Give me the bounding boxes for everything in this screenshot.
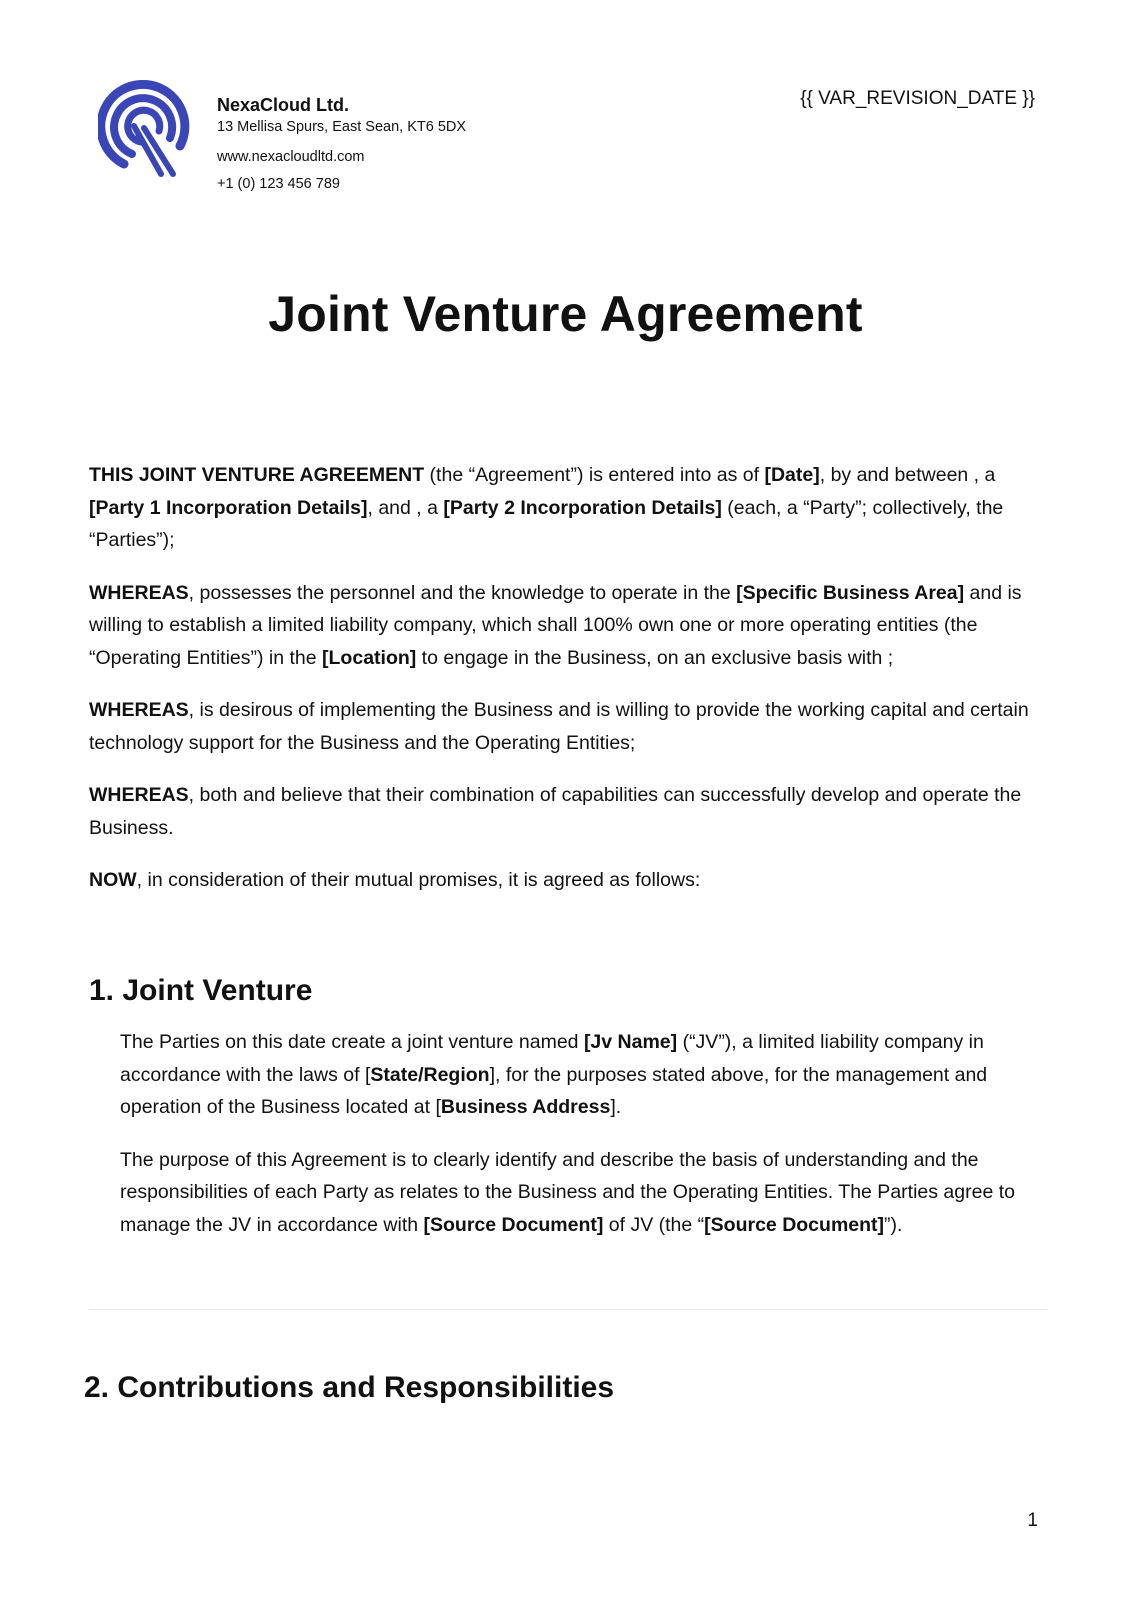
party1-placeholder: [Party 1 Incorporation Details] [89, 496, 368, 519]
revision-date: {{ VAR_REVISION_DATE }} [800, 88, 1035, 109]
section1-text: ], for the purposes stated above, for the management and operation of the Business located at [ [120, 1063, 988, 1118]
whereas-paragraph-2 [89, 694, 1047, 759]
whereas-lead: WHEREAS [89, 581, 189, 604]
jv-name-placeholder: [Jv Name] [583, 1031, 678, 1053]
source-document-placeholder: [Source Document] [423, 1213, 604, 1236]
company-info [217, 94, 466, 193]
now-lead: NOW [89, 869, 137, 891]
date-placeholder: [Date] [764, 464, 820, 486]
business-address-placeholder: Business Address [440, 1096, 611, 1118]
company-website: www.nexacloudltd.com [217, 149, 365, 165]
section1-text: The purpose of this Agreement is to clearly identify and describe the basis of understanding and the responsibilities of each Party as relates to the Business and the Operating Entities. The Parties agree to manage the JV in accordance with [120, 1148, 1015, 1236]
page-number: 1 [1027, 1510, 1038, 1531]
company-address: 13 Mellisa Spurs, East Sean, KT6 5DX [217, 119, 467, 135]
section1-text: The Parties on this date create a joint venture named [120, 1031, 584, 1053]
section-heading-joint-venture: 1. Joint Venture [89, 974, 313, 1007]
company-phone: +1 (0) 123 456 789 [217, 176, 340, 192]
intro-paragraph [89, 459, 1047, 557]
section1-text: (“JV”), a limited liability company in accordance with the laws of [ [120, 1031, 984, 1086]
whereas-text: , possesses the personnel and the knowledge to operate in the [188, 581, 737, 604]
whereas-text: and is willing to establish a limited liability company, which shall 100% own one or more operating entities (the “Operating Entities”) in the [89, 581, 1022, 669]
document-title: Joint Venture Agreement [268, 286, 863, 342]
company-name: NexaCloud Ltd. [217, 95, 350, 115]
whereas-paragraph-3 [89, 779, 1047, 844]
section-heading-contributions: 2. Contributions and Responsibilities [84, 1371, 615, 1404]
section-joint-venture-body [120, 1026, 1050, 1261]
whereas-text: , is desirous of implementing the Business and is willing to provide the working capital and certain technology support for the Business and the Operating Entities; [89, 699, 1029, 754]
whereas-lead: WHEREAS [89, 699, 189, 721]
intro-bold-lead: THIS JOINT VENTURE AGREEMENT [89, 464, 425, 486]
now-text: , in consideration of their mutual promises, it is agreed as follows: [136, 869, 701, 891]
now-paragraph [89, 864, 1047, 897]
source-document-placeholder: [Source Document] [704, 1213, 885, 1236]
intro-text: , and , a [367, 496, 444, 519]
intro-text: (each, a “Party”; collectively, the “Parties”); [89, 496, 1004, 551]
section1-paragraph-1 [120, 1026, 1050, 1124]
section1-text: ”). [884, 1213, 903, 1236]
section1-text: ]. [610, 1096, 622, 1118]
nexacloud-logo-icon [98, 78, 192, 178]
intro-text: , by and between , a [819, 464, 996, 486]
business-area-placeholder: [Specific Business Area] [736, 581, 965, 604]
section1-text: of JV (the “ [603, 1213, 705, 1236]
agreement-intro [89, 459, 1047, 917]
whereas-paragraph-1 [89, 577, 1047, 675]
whereas-text: to engage in the Business, on an exclusive basis with ; [416, 646, 894, 669]
party2-placeholder: [Party 2 Incorporation Details] [443, 496, 722, 519]
state-region-placeholder: State/Region [370, 1063, 490, 1086]
location-placeholder: [Location] [322, 646, 417, 669]
section-divider [89, 1309, 1047, 1310]
section1-paragraph-2 [120, 1144, 1050, 1242]
intro-text: (the “Agreement”) is entered into as of [424, 464, 765, 486]
whereas-text: , both and believe that their combination of capabilities can successfully develop and operate the Business. [89, 784, 1022, 839]
whereas-lead: WHEREAS [89, 784, 189, 806]
